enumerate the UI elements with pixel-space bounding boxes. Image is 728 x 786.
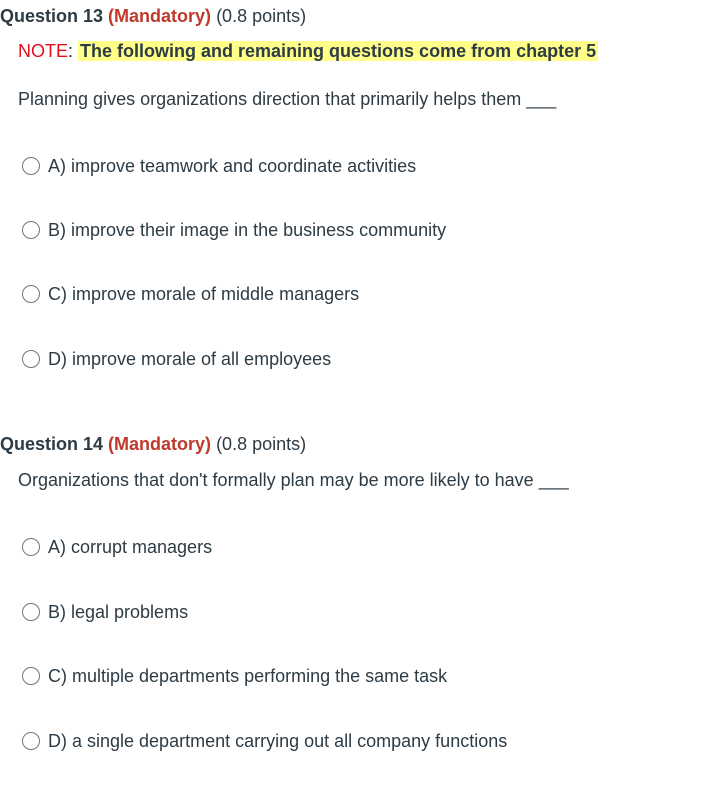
radio-button[interactable]: [22, 603, 40, 621]
option-label: A) corrupt managers: [48, 536, 213, 557]
option-label: C) improve morale of middle managers: [48, 283, 360, 304]
mandatory-label: (Mandatory): [108, 6, 212, 26]
answer-option-a[interactable]: [22, 535, 212, 559]
question-header: [0, 6, 306, 27]
answer-option-c[interactable]: [22, 664, 447, 688]
radio-button[interactable]: [22, 538, 40, 556]
points-label: (0.8 points): [216, 6, 307, 26]
answer-option-c[interactable]: [22, 282, 359, 306]
radio-button[interactable]: [22, 732, 40, 750]
option-label: B) improve their image in the business community: [48, 219, 447, 240]
option-label: B) legal problems: [48, 601, 189, 622]
option-label: C) multiple departments performing the same task: [48, 665, 448, 686]
answer-option-a[interactable]: [22, 154, 416, 178]
question-prompt: Planning gives organizations direction that primarily helps them ___: [18, 89, 557, 109]
note-label: NOTE: [18, 41, 69, 61]
option-label: A) improve teamwork and coordinate activities: [48, 155, 417, 176]
note: [18, 41, 598, 62]
answer-option-d[interactable]: [22, 729, 507, 753]
radio-button[interactable]: [22, 221, 40, 239]
note-colon: :: [68, 41, 74, 61]
question-prompt: Organizations that don't formally plan may be more likely to have ___: [18, 470, 569, 490]
mandatory-label: (Mandatory): [108, 434, 212, 454]
radio-button[interactable]: [22, 350, 40, 368]
answer-option-d[interactable]: [22, 347, 331, 371]
radio-button[interactable]: [22, 667, 40, 685]
radio-button[interactable]: [22, 157, 40, 175]
points-label: (0.8 points): [216, 434, 307, 454]
radio-button[interactable]: [22, 285, 40, 303]
question-title: Question 14: [0, 434, 104, 454]
option-label: D) improve morale of all employees: [48, 348, 332, 369]
answer-option-b[interactable]: [22, 218, 446, 242]
answer-option-b[interactable]: [22, 600, 188, 624]
note-text: The following and remaining questions come from chapter 5: [80, 41, 597, 61]
option-label: D) a single department carrying out all company functions: [48, 730, 508, 751]
question-header: [0, 434, 306, 455]
question-title: Question 13: [0, 6, 104, 26]
